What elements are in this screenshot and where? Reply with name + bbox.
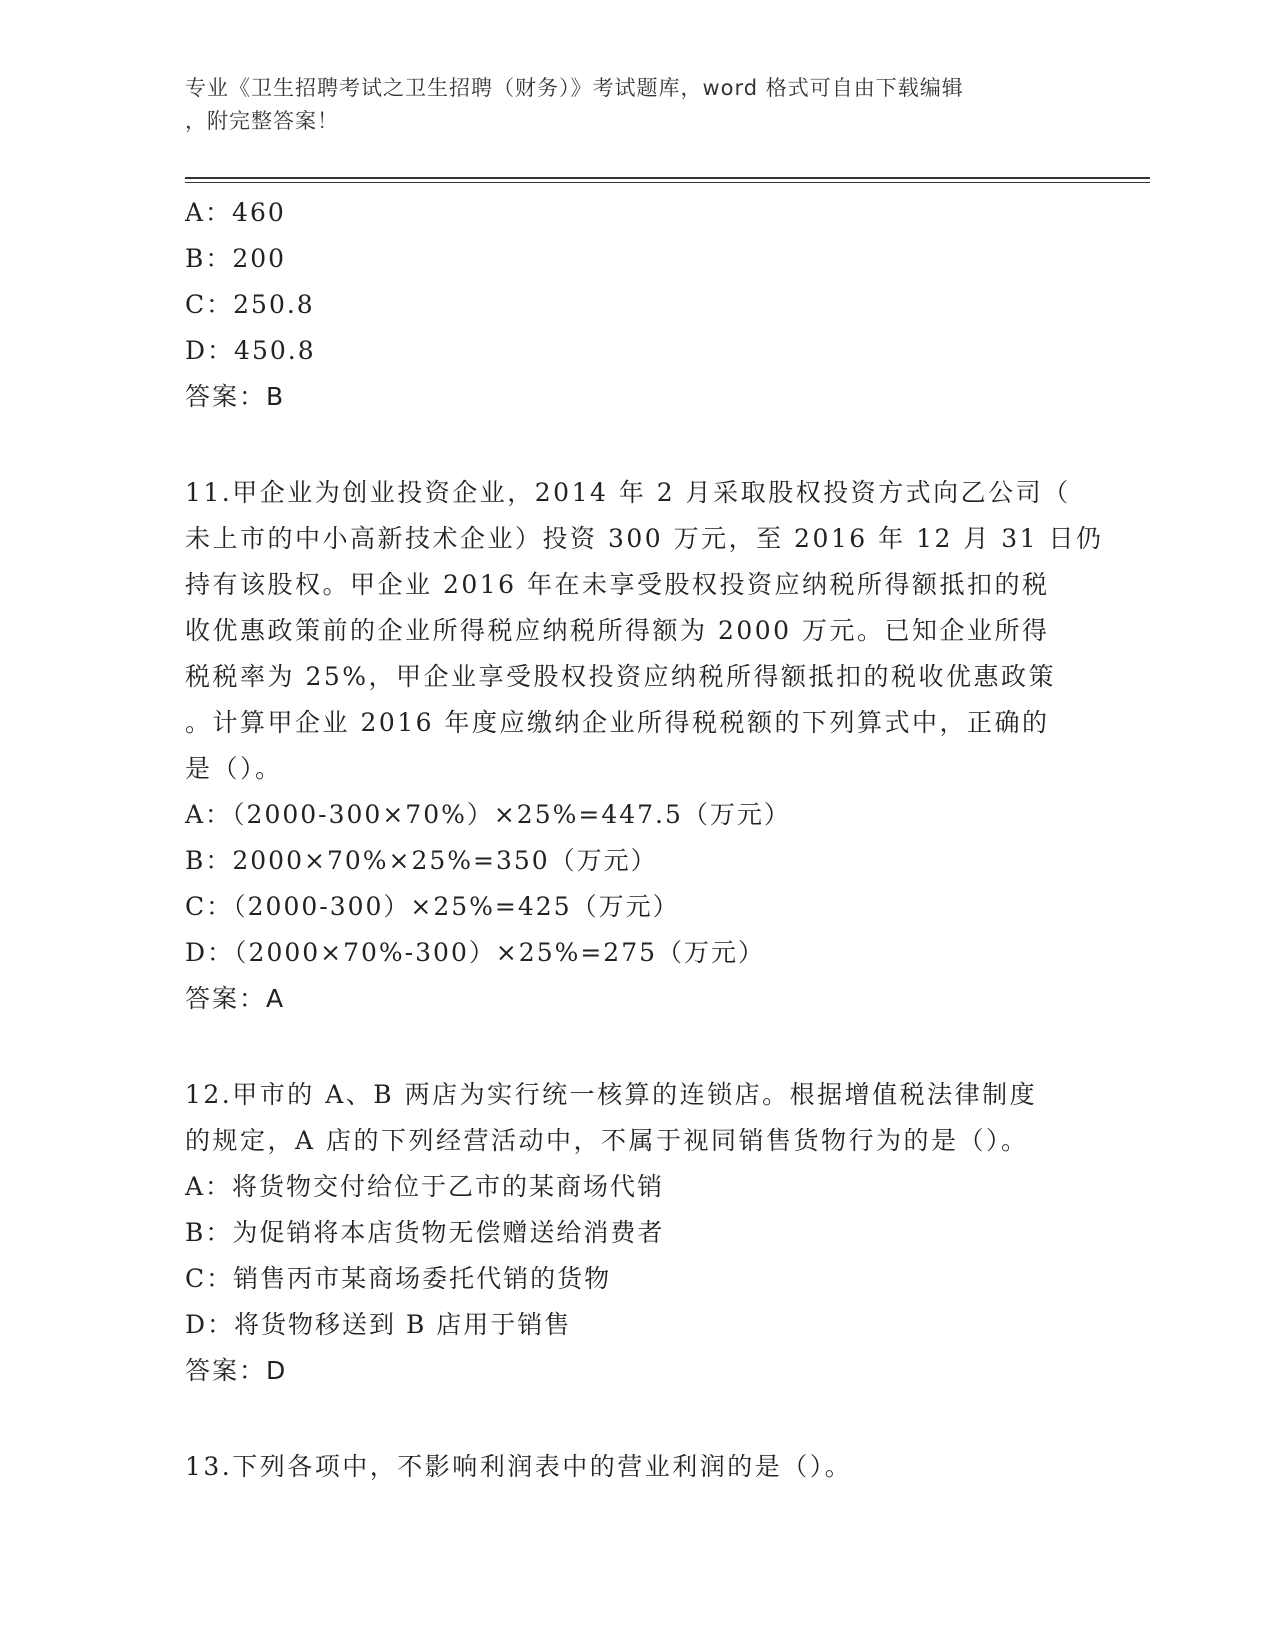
question-stem-line: 未上市的中小高新技术企业）投资 300 万元，至 2016 年 12 月 31 日仍 bbox=[185, 524, 1104, 553]
question-stem-line: 税税率为 25%，甲企业享受股权投资应纳税所得额抵扣的税收优惠政策 bbox=[185, 662, 1057, 691]
question-stem-line: 是（）。 bbox=[185, 754, 283, 783]
question-10 bbox=[185, 190, 1085, 420]
question-list bbox=[185, 190, 1104, 1490]
document-header bbox=[185, 72, 1065, 138]
question-11 bbox=[185, 470, 1104, 1022]
answer: 答案：D bbox=[185, 1356, 288, 1385]
option-a: A：将货物交付给位于乙市的某商场代销 bbox=[185, 1172, 665, 1201]
header-line-1: 专业《卫生招聘考试之卫生招聘（财务）》考试题库，word 格式可自由下载编辑 bbox=[185, 76, 964, 100]
option-d: D：（2000×70%-300）×25%=275（万元） bbox=[185, 938, 766, 967]
option-c: C：（2000-300）×25%=425（万元） bbox=[185, 892, 680, 921]
question-stem-line: 的规定，A 店的下列经营活动中，不属于视同销售货物行为的是（）。 bbox=[185, 1126, 1029, 1155]
option-b: B：为促销将本店货物无偿赠送给消费者 bbox=[185, 1218, 665, 1247]
question-stem-line: 收优惠政策前的企业所得税应纳税所得额为 2000 万元。已知企业所得 bbox=[185, 616, 1050, 645]
option-d: D：450.8 bbox=[185, 336, 316, 365]
option-b: B：200 bbox=[185, 244, 287, 273]
spacer bbox=[185, 1022, 1085, 1072]
answer: 答案：B bbox=[185, 382, 286, 411]
header-line-2: ，附完整答案！ bbox=[185, 109, 339, 133]
question-13 bbox=[185, 1444, 1085, 1490]
option-d: D：将货物移送到 B 店用于销售 bbox=[185, 1310, 572, 1339]
option-b: B：2000×70%×25%=350（万元） bbox=[185, 846, 658, 875]
option-c: C：250.8 bbox=[185, 290, 315, 319]
option-a: A：460 bbox=[185, 198, 286, 227]
spacer bbox=[185, 1394, 1085, 1444]
question-stem-line: 13.下列各项中，不影响利润表中的营业利润的是（）。 bbox=[185, 1452, 853, 1481]
question-stem-line: 。计算甲企业 2016 年度应缴纳企业所得税税额的下列算式中，正确的 bbox=[185, 708, 1050, 737]
option-a: A：（2000-300×70%）×25%=447.5（万元） bbox=[185, 800, 791, 829]
header-divider-thick bbox=[185, 177, 1150, 179]
question-stem-line: 持有该股权。甲企业 2016 年在未享受股权投资应纳税所得额抵扣的税 bbox=[185, 570, 1050, 599]
answer: 答案：A bbox=[185, 984, 286, 1013]
question-stem-line: 11.甲企业为创业投资企业，2014 年 2 月采取股权投资方式向乙公司（ bbox=[185, 478, 1071, 507]
header-divider-thin bbox=[185, 182, 1150, 183]
question-12 bbox=[185, 1072, 1085, 1394]
option-c: C：销售丙市某商场委托代销的货物 bbox=[185, 1264, 612, 1293]
question-stem-line: 12.甲市的 A、B 两店为实行统一核算的连锁店。根据增值税法律制度 bbox=[185, 1080, 1038, 1109]
spacer bbox=[185, 420, 1085, 470]
